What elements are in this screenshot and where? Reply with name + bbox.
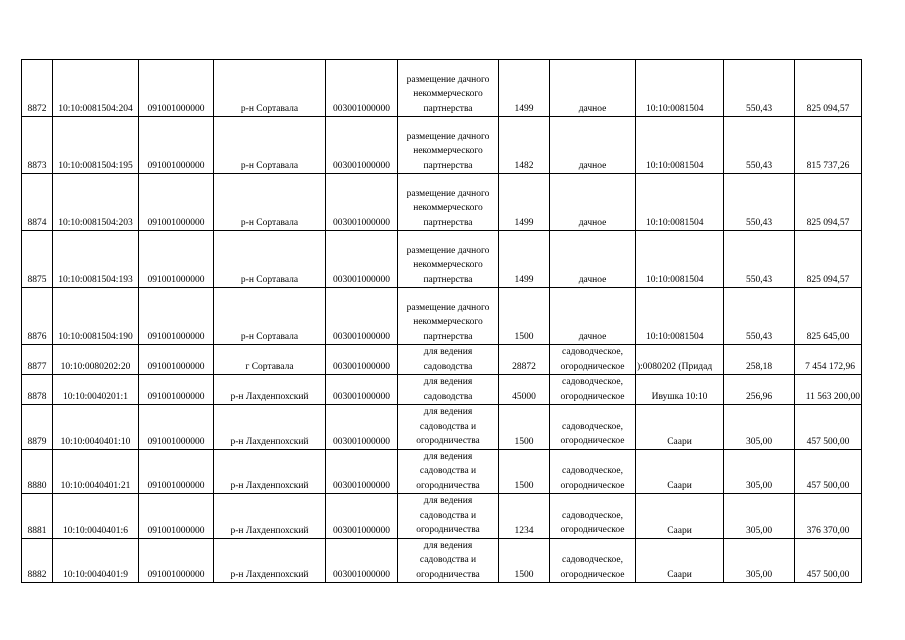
locality: р-н Лахденпохский	[214, 449, 326, 494]
category-code: 003001000000	[326, 494, 398, 539]
category-code: 003001000000	[326, 538, 398, 583]
valuation-zone: Саари	[636, 494, 724, 539]
row-number: 8873	[22, 117, 53, 174]
locality: р-н Сортавала	[214, 60, 326, 117]
land-area: 1499	[499, 174, 550, 231]
category-code: 003001000000	[326, 449, 398, 494]
land-area: 1500	[499, 449, 550, 494]
valuation-zone: 10:10:0081504	[636, 60, 724, 117]
oktmo-code: 091001000000	[139, 405, 214, 450]
use-group: дачное	[550, 174, 636, 231]
valuation-zone: 10:10:0081504	[636, 288, 724, 345]
cadastral-value-table	[21, 59, 862, 583]
category-code: 003001000000	[326, 60, 398, 117]
use-group: дачное	[550, 60, 636, 117]
oktmo-code: 091001000000	[139, 288, 214, 345]
use-group: дачное	[550, 231, 636, 288]
cadastral-number: 10:10:0081504:193	[53, 231, 139, 288]
valuation-zone: Ивушка 10:10	[636, 375, 724, 405]
valuation-zone: Саари	[636, 449, 724, 494]
cadastral-value: 825 645,00	[795, 288, 862, 345]
permitted-use: размещение дачного некоммерческого партнерства	[398, 174, 499, 231]
locality: р-н Лахденпохский	[214, 405, 326, 450]
category-code: 003001000000	[326, 231, 398, 288]
specific-value: 550,43	[724, 117, 795, 174]
category-code: 003001000000	[326, 375, 398, 405]
specific-value: 305,00	[724, 405, 795, 450]
table-row	[22, 288, 862, 345]
cadastral-number: 10:10:0081504:195	[53, 117, 139, 174]
table-row	[22, 405, 862, 450]
cadastral-number: 10:10:0080202:20	[53, 345, 139, 375]
permitted-use: размещение дачного некоммерческого партнерства	[398, 231, 499, 288]
table-row	[22, 375, 862, 405]
valuation-zone: Саари	[636, 538, 724, 583]
cadastral-value: 457 500,00	[795, 405, 862, 450]
specific-value: 258,18	[724, 345, 795, 375]
permitted-use: для ведения садоводства	[398, 345, 499, 375]
specific-value: 550,43	[724, 288, 795, 345]
oktmo-code: 091001000000	[139, 538, 214, 583]
cadastral-number: 10:10:0040201:1	[53, 375, 139, 405]
locality: р-н Лахденпохский	[214, 538, 326, 583]
locality: р-н Сортавала	[214, 288, 326, 345]
use-group: садоводческое, огородническое	[550, 449, 636, 494]
row-number: 8872	[22, 60, 53, 117]
row-number: 8876	[22, 288, 53, 345]
permitted-use: размещение дачного некоммерческого партнерства	[398, 60, 499, 117]
permitted-use: для ведения садоводства и огородничества	[398, 538, 499, 583]
cadastral-value: 457 500,00	[795, 538, 862, 583]
category-code: 003001000000	[326, 288, 398, 345]
land-area: 1500	[499, 405, 550, 450]
oktmo-code: 091001000000	[139, 174, 214, 231]
table-row	[22, 538, 862, 583]
cadastral-number: 10:10:0040401:6	[53, 494, 139, 539]
oktmo-code: 091001000000	[139, 345, 214, 375]
table-row	[22, 449, 862, 494]
locality: р-н Сортавала	[214, 174, 326, 231]
specific-value: 305,00	[724, 449, 795, 494]
specific-value: 550,43	[724, 231, 795, 288]
cadastral-value: 11 563 200,00	[795, 375, 862, 405]
land-area: 1482	[499, 117, 550, 174]
valuation-zone: 10:10:0081504	[636, 231, 724, 288]
cadastral-value: 376 370,00	[795, 494, 862, 539]
oktmo-code: 091001000000	[139, 375, 214, 405]
land-area: 28872	[499, 345, 550, 375]
table-row	[22, 345, 862, 375]
permitted-use: для ведения садоводства и огородничества	[398, 405, 499, 450]
valuation-zone: 10:10:0081504	[636, 174, 724, 231]
oktmo-code: 091001000000	[139, 231, 214, 288]
cadastral-number: 10:10:0040401:10	[53, 405, 139, 450]
locality: р-н Лахденпохский	[214, 375, 326, 405]
row-number: 8881	[22, 494, 53, 539]
specific-value: 550,43	[724, 60, 795, 117]
cadastral-value: 825 094,57	[795, 174, 862, 231]
permitted-use: для ведения садоводства	[398, 375, 499, 405]
cadastral-number: 10:10:0081504:203	[53, 174, 139, 231]
specific-value: 550,43	[724, 174, 795, 231]
valuation-zone: ):0080202 (Придад	[636, 345, 724, 375]
row-number: 8875	[22, 231, 53, 288]
row-number: 8877	[22, 345, 53, 375]
cadastral-number: 10:10:0040401:9	[53, 538, 139, 583]
use-group: садоводческое, огородническое	[550, 375, 636, 405]
cadastral-value: 815 737,26	[795, 117, 862, 174]
land-area: 1500	[499, 288, 550, 345]
row-number: 8874	[22, 174, 53, 231]
land-area: 1499	[499, 231, 550, 288]
land-area: 1234	[499, 494, 550, 539]
land-area: 45000	[499, 375, 550, 405]
land-area: 1499	[499, 60, 550, 117]
cadastral-number: 10:10:0081504:204	[53, 60, 139, 117]
row-number: 8880	[22, 449, 53, 494]
cadastral-value: 7 454 172,96	[795, 345, 862, 375]
row-number: 8878	[22, 375, 53, 405]
use-group: садоводческое, огородническое	[550, 538, 636, 583]
locality: р-н Сортавала	[214, 117, 326, 174]
locality: р-н Лахденпохский	[214, 494, 326, 539]
use-group: садоводческое, огородническое	[550, 405, 636, 450]
use-group: садоводческое, огородническое	[550, 494, 636, 539]
oktmo-code: 091001000000	[139, 117, 214, 174]
table-row	[22, 231, 862, 288]
table-row	[22, 494, 862, 539]
oktmo-code: 091001000000	[139, 449, 214, 494]
table-row	[22, 174, 862, 231]
specific-value: 256,96	[724, 375, 795, 405]
valuation-zone: 10:10:0081504	[636, 117, 724, 174]
use-group: дачное	[550, 288, 636, 345]
specific-value: 305,00	[724, 494, 795, 539]
oktmo-code: 091001000000	[139, 494, 214, 539]
cadastral-value: 825 094,57	[795, 231, 862, 288]
permitted-use: размещение дачного некоммерческого партнерства	[398, 117, 499, 174]
specific-value: 305,00	[724, 538, 795, 583]
cadastral-value: 457 500,00	[795, 449, 862, 494]
cadastral-value: 825 094,57	[795, 60, 862, 117]
cadastral-number: 10:10:0081504:190	[53, 288, 139, 345]
category-code: 003001000000	[326, 405, 398, 450]
table-row	[22, 117, 862, 174]
permitted-use: для ведения садоводства и огородничества	[398, 449, 499, 494]
permitted-use: для ведения садоводства и огородничества	[398, 494, 499, 539]
land-area: 1500	[499, 538, 550, 583]
valuation-zone: Саари	[636, 405, 724, 450]
use-group: дачное	[550, 117, 636, 174]
category-code: 003001000000	[326, 174, 398, 231]
permitted-use: размещение дачного некоммерческого партнерства	[398, 288, 499, 345]
row-number: 8879	[22, 405, 53, 450]
oktmo-code: 091001000000	[139, 60, 214, 117]
locality: г Сортавала	[214, 345, 326, 375]
row-number: 8882	[22, 538, 53, 583]
category-code: 003001000000	[326, 345, 398, 375]
locality: р-н Сортавала	[214, 231, 326, 288]
cadastral-number: 10:10:0040401:21	[53, 449, 139, 494]
use-group: садоводческое, огородническое	[550, 345, 636, 375]
category-code: 003001000000	[326, 117, 398, 174]
table-row	[22, 60, 862, 117]
